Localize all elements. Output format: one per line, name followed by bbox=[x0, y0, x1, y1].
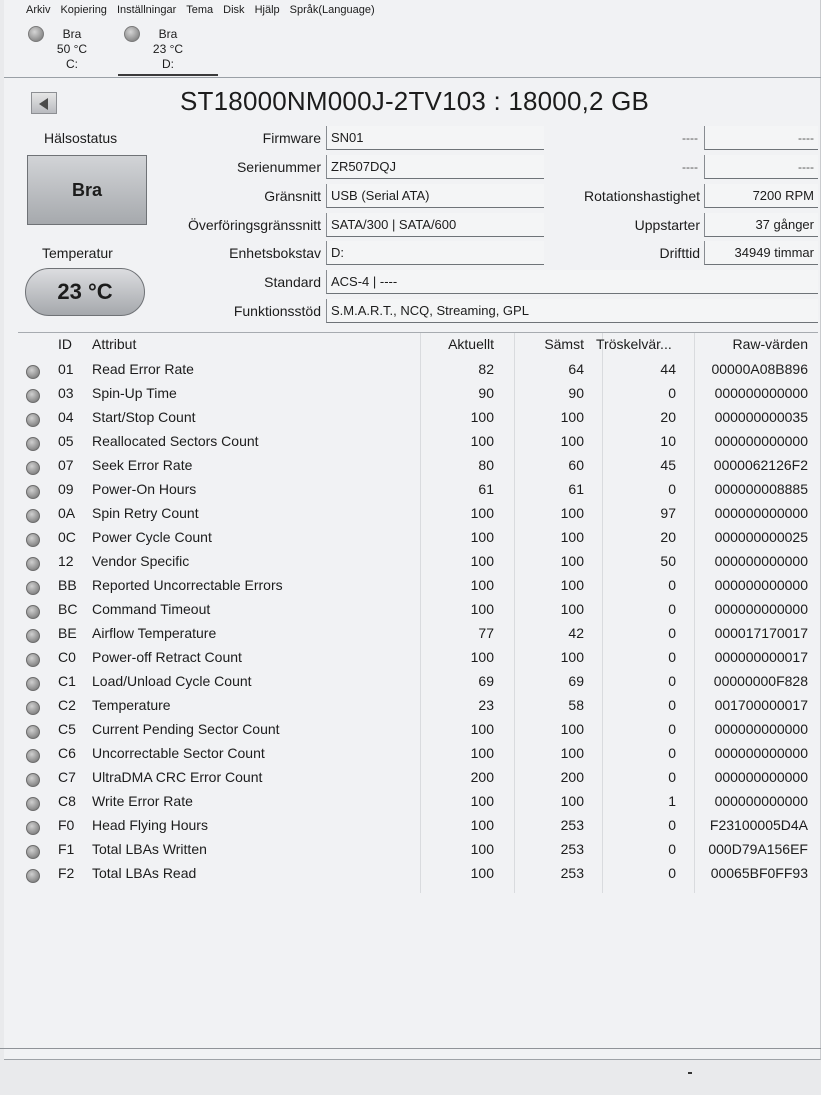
cell-attribute: Start/Stop Count bbox=[92, 409, 196, 425]
status-dot-icon bbox=[26, 485, 40, 499]
cell-id: 07 bbox=[58, 457, 74, 473]
cell-raw: 000017170017 bbox=[714, 625, 808, 641]
divider bbox=[0, 1048, 821, 1049]
cell-id: 09 bbox=[58, 481, 74, 497]
table-row[interactable] bbox=[18, 649, 818, 671]
cell-attribute: Uncorrectable Sector Count bbox=[92, 745, 265, 761]
cell-threshold: 0 bbox=[668, 601, 676, 617]
cell-worst: 64 bbox=[568, 361, 584, 377]
cell-id: 01 bbox=[58, 361, 74, 377]
cell-threshold: 0 bbox=[668, 673, 676, 689]
rotation-field: 7200 RPM bbox=[704, 184, 818, 208]
cell-id: F2 bbox=[58, 865, 75, 881]
cell-current: 69 bbox=[478, 673, 494, 689]
divider bbox=[4, 77, 821, 78]
cell-worst: 100 bbox=[560, 745, 584, 761]
cell-id: BC bbox=[58, 601, 78, 617]
standard-field: ACS-4 | ---- bbox=[326, 270, 818, 294]
cell-attribute: Airflow Temperature bbox=[92, 625, 217, 641]
column-header-threshold[interactable]: Tröskelvär... bbox=[596, 336, 672, 352]
table-row[interactable] bbox=[18, 673, 818, 695]
health-status-label: Hälsostatus bbox=[44, 130, 118, 146]
cell-worst: 100 bbox=[560, 505, 584, 521]
menu-copy[interactable]: Kopiering bbox=[60, 4, 107, 16]
unknown-field-2: ---- bbox=[704, 155, 818, 179]
column-header-id[interactable]: ID bbox=[58, 336, 72, 352]
cell-worst: 100 bbox=[560, 601, 584, 617]
cell-threshold: 50 bbox=[660, 553, 676, 569]
cell-attribute: Command Timeout bbox=[92, 601, 211, 617]
features-field: S.M.A.R.T., NCQ, Streaming, GPL bbox=[326, 299, 818, 323]
status-dot-icon bbox=[26, 437, 40, 451]
cell-raw: 000000000000 bbox=[714, 745, 808, 761]
cell-attribute: Head Flying Hours bbox=[92, 817, 208, 833]
status-dot-icon bbox=[26, 509, 40, 523]
cell-raw: 000000000025 bbox=[714, 529, 808, 545]
cell-raw: 000000000017 bbox=[714, 649, 808, 665]
column-header-worst[interactable]: Sämst bbox=[544, 336, 584, 352]
cell-raw: 000000000000 bbox=[714, 433, 808, 449]
cell-attribute: Power Cycle Count bbox=[92, 529, 212, 545]
cell-raw: 000D79A156EF bbox=[708, 841, 808, 857]
cell-id: BE bbox=[58, 625, 77, 641]
serial-field: ZR507DQJ bbox=[326, 155, 544, 179]
features-label: Funktionsstöd bbox=[233, 303, 321, 319]
table-row[interactable] bbox=[18, 601, 818, 623]
cell-raw: 000000000000 bbox=[714, 769, 808, 785]
cell-attribute: Temperature bbox=[92, 697, 171, 713]
cell-current: 80 bbox=[478, 457, 494, 473]
status-dot-icon bbox=[26, 605, 40, 619]
cell-current: 100 bbox=[470, 817, 494, 833]
cell-threshold: 0 bbox=[668, 721, 676, 737]
cell-id: BB bbox=[58, 577, 77, 593]
mark bbox=[688, 1072, 692, 1074]
unknown-field-1: ---- bbox=[704, 126, 818, 150]
table-row[interactable] bbox=[18, 577, 818, 599]
table-row[interactable] bbox=[18, 697, 818, 719]
cell-worst: 100 bbox=[560, 577, 584, 593]
cell-threshold: 0 bbox=[668, 649, 676, 665]
column-header-attribute[interactable]: Attribut bbox=[92, 336, 137, 352]
temperature-value: 23 °C bbox=[25, 268, 145, 316]
cell-id: C2 bbox=[58, 697, 76, 713]
cell-raw: 000000000000 bbox=[714, 553, 808, 569]
drive-tab-c[interactable] bbox=[22, 22, 122, 76]
cell-raw: 000000008885 bbox=[714, 481, 808, 497]
unknown-label-1: ---- bbox=[682, 131, 698, 145]
cell-threshold: 45 bbox=[660, 457, 676, 473]
cell-current: 100 bbox=[470, 409, 494, 425]
previous-disk-button[interactable] bbox=[31, 92, 57, 114]
cell-id: C7 bbox=[58, 769, 76, 785]
serial-label: Serienummer bbox=[236, 159, 321, 175]
cell-current: 100 bbox=[470, 577, 494, 593]
cell-id: 05 bbox=[58, 433, 74, 449]
cell-id: 04 bbox=[58, 409, 74, 425]
temperature-label: Temperatur bbox=[42, 245, 113, 261]
table-row[interactable] bbox=[18, 433, 818, 455]
cell-current: 100 bbox=[470, 529, 494, 545]
cell-raw: 000000000000 bbox=[714, 385, 808, 401]
table-row[interactable] bbox=[18, 817, 818, 839]
cell-raw: F23100005D4A bbox=[709, 817, 808, 833]
cell-threshold: 97 bbox=[660, 505, 676, 521]
cell-current: 77 bbox=[478, 625, 494, 641]
cell-current: 100 bbox=[470, 721, 494, 737]
cell-id: C5 bbox=[58, 721, 76, 737]
status-dot-icon bbox=[26, 581, 40, 595]
startups-field: 37 gånger bbox=[704, 213, 818, 237]
health-status-button[interactable]: Bra bbox=[27, 155, 147, 225]
cell-attribute: Reported Uncorrectable Errors bbox=[92, 577, 283, 593]
cell-current: 82 bbox=[478, 361, 494, 377]
cell-attribute: Total LBAs Written bbox=[92, 841, 207, 857]
cell-threshold: 10 bbox=[660, 433, 676, 449]
status-dot-icon bbox=[26, 749, 40, 763]
status-dot-icon bbox=[26, 773, 40, 787]
cell-raw: 000000000000 bbox=[714, 721, 808, 737]
table-row[interactable] bbox=[18, 529, 818, 551]
table-row[interactable] bbox=[18, 409, 818, 431]
smart-table bbox=[18, 332, 818, 1032]
cell-raw: 0000062126F2 bbox=[713, 457, 808, 473]
menu-file[interactable]: Arkiv bbox=[26, 4, 51, 16]
status-dot-icon bbox=[26, 677, 40, 691]
cell-worst: 200 bbox=[560, 769, 584, 785]
cell-current: 100 bbox=[470, 745, 494, 761]
rotation-label: Rotationshastighet bbox=[584, 188, 700, 204]
standard-label: Standard bbox=[264, 274, 321, 290]
cell-id: 0A bbox=[58, 505, 76, 521]
status-dot-icon bbox=[26, 701, 40, 715]
cell-threshold: 0 bbox=[668, 865, 676, 881]
uptime-label: Drifttid bbox=[659, 245, 700, 261]
table-row[interactable] bbox=[18, 457, 818, 479]
drive-letter: C: bbox=[66, 57, 78, 71]
table-row[interactable] bbox=[18, 841, 818, 863]
status-dot-icon bbox=[26, 557, 40, 571]
app-window bbox=[4, 0, 821, 1060]
drive-temp: 23 °C bbox=[152, 42, 184, 56]
cell-id: C0 bbox=[58, 649, 76, 665]
status-dot-icon bbox=[26, 413, 40, 427]
table-row[interactable] bbox=[18, 793, 818, 815]
cell-threshold: 0 bbox=[668, 577, 676, 593]
cell-current: 100 bbox=[470, 505, 494, 521]
cell-raw: 00065BF0FF93 bbox=[710, 865, 808, 881]
cell-raw: 00000000F828 bbox=[713, 673, 808, 689]
table-row[interactable] bbox=[18, 745, 818, 767]
cell-threshold: 1 bbox=[668, 793, 676, 809]
cell-raw: 000000000000 bbox=[714, 577, 808, 593]
cell-current: 100 bbox=[470, 841, 494, 857]
cell-id: C8 bbox=[58, 793, 76, 809]
status-dot-icon bbox=[26, 845, 40, 859]
table-row[interactable] bbox=[18, 385, 818, 407]
status-dot-icon bbox=[26, 821, 40, 835]
cell-threshold: 20 bbox=[660, 409, 676, 425]
cell-attribute: Reallocated Sectors Count bbox=[92, 433, 259, 449]
cell-raw: 000000000035 bbox=[714, 409, 808, 425]
cell-worst: 42 bbox=[568, 625, 584, 641]
cell-attribute: Write Error Rate bbox=[92, 793, 193, 809]
cell-worst: 100 bbox=[560, 529, 584, 545]
cell-worst: 100 bbox=[560, 649, 584, 665]
cell-worst: 58 bbox=[568, 697, 584, 713]
cell-current: 100 bbox=[470, 601, 494, 617]
table-row[interactable] bbox=[18, 865, 818, 887]
cell-raw: 000000000000 bbox=[714, 601, 808, 617]
cell-attribute: Vendor Specific bbox=[92, 553, 190, 569]
status-dot-icon bbox=[26, 869, 40, 883]
column-header-raw[interactable]: Raw-värden bbox=[732, 336, 808, 352]
menu-settings[interactable]: Inställningar bbox=[116, 4, 177, 16]
table-row[interactable] bbox=[18, 481, 818, 503]
cell-worst: 100 bbox=[560, 433, 584, 449]
menu-help[interactable]: Hjälp bbox=[254, 4, 280, 16]
status-dot-icon bbox=[26, 725, 40, 739]
cell-id: 12 bbox=[58, 553, 74, 569]
disk-title: ST18000NM000J-2TV103 : 18000,2 GB bbox=[180, 86, 650, 116]
cell-id: C6 bbox=[58, 745, 76, 761]
cell-current: 23 bbox=[478, 697, 494, 713]
cell-threshold: 20 bbox=[660, 529, 676, 545]
interface-field: USB (Serial ATA) bbox=[326, 184, 544, 208]
cell-threshold: 0 bbox=[668, 817, 676, 833]
cell-id: C1 bbox=[58, 673, 76, 689]
transfer-mode-field: SATA/300 | SATA/600 bbox=[326, 213, 544, 237]
cell-worst: 90 bbox=[568, 385, 584, 401]
cell-threshold: 0 bbox=[668, 841, 676, 857]
drive-letter: D: bbox=[162, 57, 174, 71]
menu-disk[interactable]: Disk bbox=[223, 4, 245, 16]
status-dot-icon bbox=[26, 389, 40, 403]
status-dot-icon bbox=[26, 797, 40, 811]
cell-raw: 000000000000 bbox=[714, 793, 808, 809]
startups-label: Uppstarter bbox=[634, 217, 700, 233]
cell-current: 61 bbox=[478, 481, 494, 497]
cell-worst: 100 bbox=[560, 793, 584, 809]
cell-attribute: Power-off Retract Count bbox=[92, 649, 242, 665]
status-dot-icon bbox=[26, 629, 40, 643]
cell-raw: 00000A08B896 bbox=[711, 361, 808, 377]
status-dot-icon bbox=[26, 365, 40, 379]
cell-worst: 100 bbox=[560, 721, 584, 737]
cell-attribute: Load/Unload Cycle Count bbox=[92, 673, 252, 689]
cell-threshold: 0 bbox=[668, 745, 676, 761]
cell-attribute: Spin Retry Count bbox=[92, 505, 199, 521]
table-row[interactable] bbox=[18, 505, 818, 527]
table-row[interactable] bbox=[18, 721, 818, 743]
cell-current: 100 bbox=[470, 649, 494, 665]
column-header-current[interactable]: Aktuellt bbox=[448, 336, 494, 352]
drive-temp: 50 °C bbox=[56, 42, 88, 56]
drive-status: Bra bbox=[158, 27, 178, 41]
table-row[interactable] bbox=[18, 553, 818, 575]
status-dot-icon bbox=[26, 653, 40, 667]
table-row[interactable] bbox=[18, 769, 818, 791]
menubar bbox=[26, 4, 385, 22]
arrow-left-icon bbox=[39, 98, 48, 110]
status-dot-icon bbox=[26, 461, 40, 475]
cell-threshold: 0 bbox=[668, 481, 676, 497]
cell-attribute: Read Error Rate bbox=[92, 361, 194, 377]
status-dot-icon bbox=[26, 533, 40, 547]
drive-letter-field: D: bbox=[326, 241, 544, 265]
table-header bbox=[18, 336, 818, 358]
table-row[interactable] bbox=[18, 361, 818, 383]
firmware-label: Firmware bbox=[262, 130, 321, 146]
firmware-field: SN01 bbox=[326, 126, 544, 150]
cell-current: 100 bbox=[470, 433, 494, 449]
cell-threshold: 0 bbox=[668, 697, 676, 713]
drive-letter-label: Enhetsbokstav bbox=[229, 245, 321, 261]
cell-threshold: 44 bbox=[660, 361, 676, 377]
cell-attribute: Power-On Hours bbox=[92, 481, 197, 497]
interface-label: Gränsnitt bbox=[264, 188, 321, 204]
cell-worst: 253 bbox=[560, 817, 584, 833]
cell-attribute: Total LBAs Read bbox=[92, 865, 197, 881]
cell-threshold: 0 bbox=[668, 769, 676, 785]
cell-worst: 69 bbox=[568, 673, 584, 689]
drive-tab-d[interactable] bbox=[118, 22, 218, 76]
cell-worst: 100 bbox=[560, 553, 584, 569]
drive-status: Bra bbox=[62, 27, 82, 41]
cell-worst: 60 bbox=[568, 457, 584, 473]
menu-language[interactable]: Språk(Language) bbox=[289, 4, 375, 16]
cell-attribute: Spin-Up Time bbox=[92, 385, 177, 401]
menu-theme[interactable]: Tema bbox=[186, 4, 214, 16]
cell-current: 100 bbox=[470, 553, 494, 569]
cell-threshold: 0 bbox=[668, 385, 676, 401]
cell-attribute: Seek Error Rate bbox=[92, 457, 193, 473]
cell-raw: 001700000017 bbox=[714, 697, 808, 713]
cell-raw: 000000000000 bbox=[714, 505, 808, 521]
cell-current: 100 bbox=[470, 793, 494, 809]
cell-id: F0 bbox=[58, 817, 75, 833]
cell-current: 90 bbox=[478, 385, 494, 401]
cell-worst: 253 bbox=[560, 865, 584, 881]
table-row[interactable] bbox=[18, 625, 818, 647]
cell-current: 100 bbox=[470, 865, 494, 881]
cell-worst: 61 bbox=[568, 481, 584, 497]
cell-attribute: UltraDMA CRC Error Count bbox=[92, 769, 263, 785]
cell-worst: 100 bbox=[560, 409, 584, 425]
unknown-label-2: ---- bbox=[682, 160, 698, 174]
transfer-mode-label: Överföringsgränssnitt bbox=[187, 217, 321, 233]
cell-id: F1 bbox=[58, 841, 75, 857]
cell-id: 0C bbox=[58, 529, 76, 545]
uptime-field: 34949 timmar bbox=[704, 241, 818, 265]
cell-attribute: Current Pending Sector Count bbox=[92, 721, 280, 737]
cell-id: 03 bbox=[58, 385, 74, 401]
cell-current: 200 bbox=[470, 769, 494, 785]
cell-threshold: 0 bbox=[668, 625, 676, 641]
cell-worst: 253 bbox=[560, 841, 584, 857]
